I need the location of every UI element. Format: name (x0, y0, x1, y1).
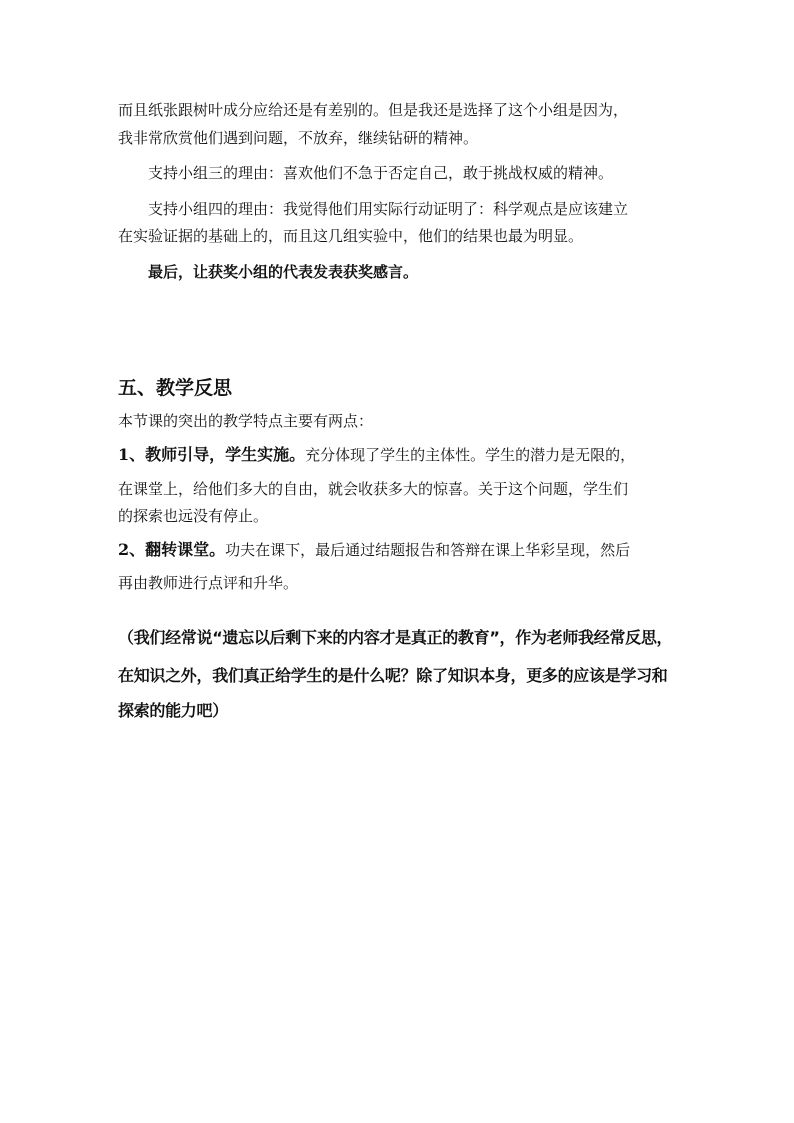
paragraph-line: 而且纸张跟树叶成分应给还是有差别的。但是我还是选择了这个小组是因为， (118, 101, 629, 119)
list-item-text: 充分体现了学生的主体性。学生的潜力是无限的， (305, 446, 636, 464)
list-item-2 (118, 540, 630, 560)
paragraph-line: 支持小组四的理由：我觉得他们用实际行动证明了：科学观点是应该建立 (148, 200, 629, 218)
list-item-lead: 1、教师引导，学生实施。 (118, 445, 306, 464)
list-item-text: 功夫在课下，最后通过结题报告和答辩在课上华彩呈现，然后 (225, 541, 631, 559)
section-heading: 五、教学反思 (118, 377, 233, 399)
intro-line: 本节课的突出的教学特点主要有两点： (118, 412, 374, 430)
paragraph-line: 再由教师进行点评和升华。 (118, 574, 299, 592)
paragraph-line: 支持小组三的理由：喜欢他们不急于否定自己，敢于挑战权威的精神。 (148, 164, 614, 182)
quote-line: 探索的能力吧） (118, 701, 228, 720)
paragraph-line: 在实验证据的基础上的，而且这几组实验中，他们的结果也最为明显。 (118, 227, 584, 245)
quote-line: 在知识之外，我们真正给学生的是什么呢？除了知识本身，更多的应该是学习和 (118, 666, 668, 685)
paragraph-line: 我非常欣赏他们遇到问题，不放弃，继续钻研的精神。 (118, 129, 479, 147)
list-item-1 (118, 445, 635, 465)
quote-line: （我们经常说“遗忘以后剩下来的内容才是真正的教育”，作为老师我经常反思， (118, 628, 673, 647)
paragraph-line: 在课堂上，给他们多大的自由，就会收获多大的惊喜。关于这个问题，学生们 (118, 480, 629, 498)
paragraph-line: 的探索也远没有停止。 (118, 507, 269, 525)
list-item-lead: 2、翻转课堂。 (118, 540, 226, 559)
closing-statement: 最后，让获奖小组的代表发表获奖感言。 (148, 263, 419, 281)
